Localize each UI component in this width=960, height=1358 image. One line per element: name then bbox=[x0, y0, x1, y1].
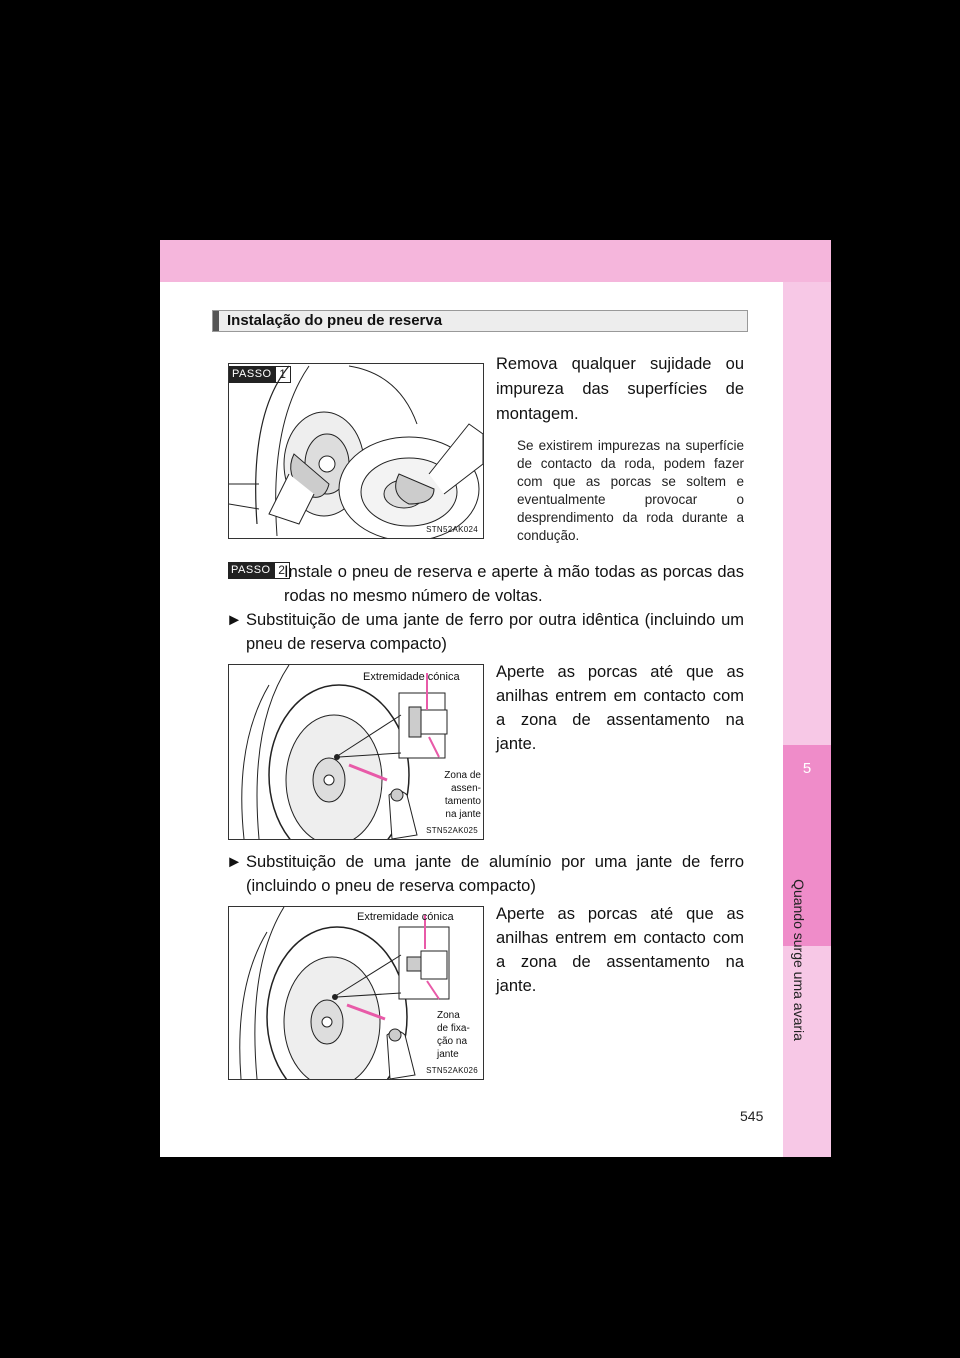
figure-steel-wheel bbox=[228, 664, 484, 840]
case2-heading: Substituição de uma jante de alumínio por uma jante de ferro (incluindo o pneu de reserva compacto) bbox=[246, 853, 744, 895]
step1-text: Remova qualquer sujidade ou impureza das superfícies de montagem. bbox=[496, 355, 744, 423]
figure-clean-surfaces bbox=[228, 363, 484, 539]
label-conical-end: Extremidade cónica bbox=[363, 671, 460, 683]
figure-alloy-to-steel bbox=[228, 906, 484, 1080]
case1-heading: Substituição de uma jante de ferro por outra idêntica (incluindo um pneu de reserva compacto) bbox=[246, 611, 744, 653]
step2-text: Instale o pneu de reserva e aperte à mão todas as porcas das rodas no mesmo número de voltas. bbox=[284, 563, 744, 605]
chapter-number: 5 bbox=[802, 760, 812, 777]
figure-code: STN52AK025 bbox=[426, 826, 478, 835]
figure-code: STN52AK026 bbox=[426, 1066, 478, 1075]
wheel-cleaning-illustration bbox=[229, 364, 483, 538]
section-title: Instalação do pneu de reserva bbox=[227, 312, 443, 329]
figure-code: STN52AK024 bbox=[426, 525, 478, 534]
section-header bbox=[212, 310, 748, 332]
label-conical-end: Extremidade cónica bbox=[357, 911, 454, 923]
manual-page bbox=[160, 240, 831, 1157]
triangle-icon: ► bbox=[226, 853, 243, 871]
triangle-icon: ► bbox=[226, 611, 243, 629]
step2-badge: PASSO 2 bbox=[228, 562, 290, 579]
step1-badge: PASSO 1 bbox=[229, 366, 291, 383]
label-seat-zone: Zona de assen- tamento na jante bbox=[444, 770, 481, 820]
label-fixing-zone: Zona de fixa- ção na jante bbox=[437, 1010, 470, 1060]
page-number: 545 bbox=[740, 1108, 764, 1124]
case1-text: Aperte as porcas até que as anilhas entrem em contacto com a zona de assentamento na jante. bbox=[496, 663, 744, 753]
step1-note: Se existirem impurezas na superfície de contacto da roda, podem fazer com que as porcas se soltem e eventualmente provocar o desprendimento da roda durante a condução. bbox=[517, 438, 744, 543]
top-band bbox=[160, 240, 831, 282]
chapter-title: Quando surge uma avaria bbox=[791, 879, 807, 1041]
case2-text: Aperte as porcas até que as anilhas entrem em contacto com a zona de assentamento na jante. bbox=[496, 905, 744, 995]
